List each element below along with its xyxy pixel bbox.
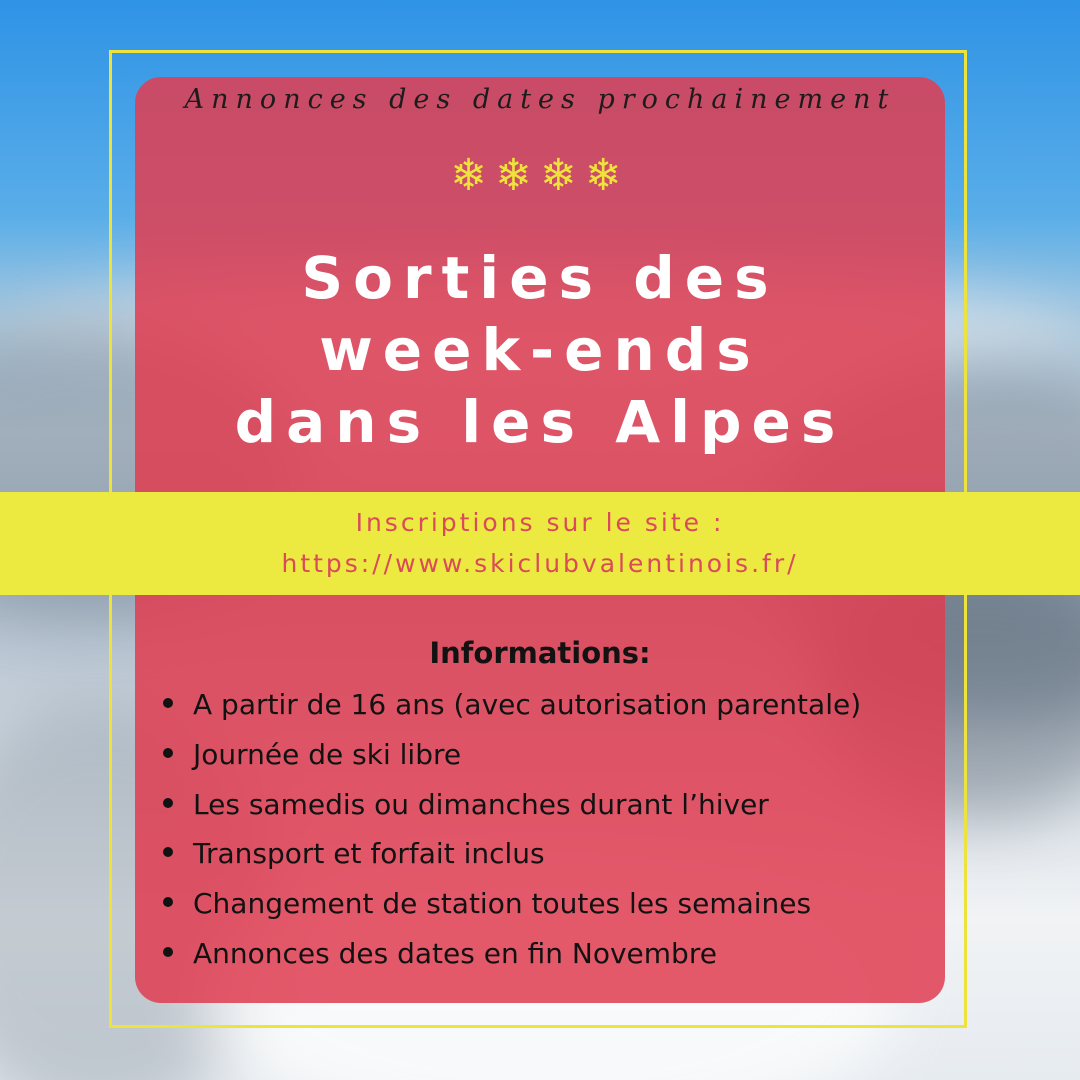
list-item	[163, 879, 861, 929]
bullet-icon	[163, 847, 173, 857]
list-item	[163, 780, 861, 830]
signup-url-link[interactable]: https://www.skiclubvalentinois.fr/	[281, 549, 799, 578]
list-item	[163, 829, 861, 879]
list-item	[163, 680, 861, 730]
list-item-text: Changement de station toutes les semaines	[193, 887, 812, 921]
bullet-icon	[163, 748, 173, 758]
list-item-text: Annonces des dates en fin Novembre	[193, 936, 717, 970]
info-list	[163, 680, 861, 979]
list-item-text: Transport et forfait inclus	[193, 837, 545, 871]
list-item-text: Les samedis ou dimanches durant l’hiver	[193, 787, 769, 821]
list-item-text: Journée de ski libre	[193, 737, 462, 771]
title-line: Sorties des	[301, 244, 779, 312]
announce-text: Annonces des dates prochainement	[184, 84, 896, 115]
list-item	[163, 929, 861, 979]
signup-text: Inscriptions sur le site :	[355, 508, 725, 537]
title-line: dans les Alpes	[234, 388, 846, 456]
list-item-text: A partir de 16 ans (avec autorisation parentale)	[193, 688, 862, 721]
poster-title	[135, 242, 945, 458]
list-item	[163, 730, 861, 780]
snowflake-icon: ❄❄❄❄	[450, 150, 630, 201]
bullet-icon	[163, 897, 173, 907]
title-line: week-ends	[319, 316, 761, 384]
bullet-icon	[163, 698, 173, 708]
info-heading: Informations:	[429, 636, 651, 670]
bullet-icon	[163, 798, 173, 808]
bullet-icon	[163, 947, 173, 957]
